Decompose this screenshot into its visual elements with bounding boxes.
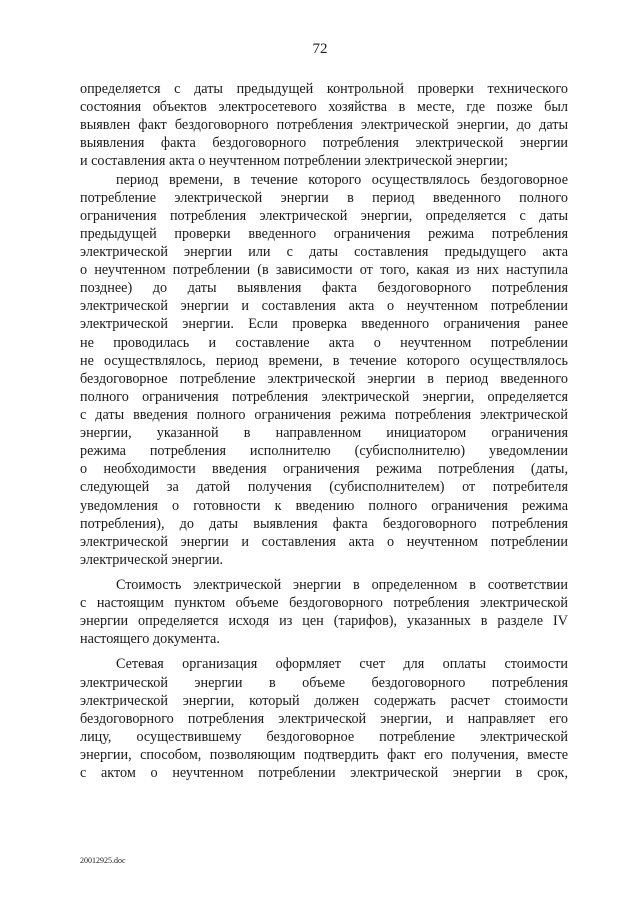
text-line: выявления факта бездоговорного потребления электрической энергии bbox=[80, 135, 568, 152]
text-line: не осуществлялось, период времени, в течение которого осуществлялось bbox=[80, 352, 568, 369]
paragraph bbox=[80, 655, 568, 782]
text-line: уведомления о готовности к введению полного ограничения режима bbox=[80, 497, 568, 514]
text-line: ограничения потребления электрической энергии, определяется с даты bbox=[80, 207, 568, 224]
text-line: электрической энергии, который должен содержать расчет стоимости bbox=[80, 692, 568, 709]
text-line: позднее) до даты выявления факта бездоговорного потребления bbox=[80, 280, 568, 297]
text-line: потребления), до даты выявления факта бездоговорного потребления bbox=[80, 515, 568, 532]
text-line: и составления акта о неучтенном потреблении электрической энергии; bbox=[80, 153, 508, 170]
text-line: о неучтенном потреблении (в зависимости от того, какая из них наступила bbox=[80, 262, 568, 279]
text-line: электрической энергии. bbox=[80, 551, 224, 568]
text-line: электрической энергии или с даты составления предыдущего акта bbox=[80, 243, 568, 260]
paragraph bbox=[80, 80, 568, 171]
text-line: энергии, способом, позволяющим подтвердить факт его получения, вместе bbox=[80, 746, 568, 763]
text-line: с даты введения полного ограничения режима потребления электрической bbox=[80, 406, 568, 423]
text-line: энергии, указанной в направленном инициатором ограничения bbox=[80, 425, 568, 442]
text-line: энергии определяется исходя из цен (тарифов), указанных в разделе IV bbox=[80, 613, 568, 630]
text-line: Стоимость электрической энергии в определенном в соответствии bbox=[116, 576, 568, 593]
text-line: электрической энергии. Если проверка введенного ограничения ранее bbox=[80, 316, 568, 333]
text-line: не проводилась и составление акта о неучтенном потреблении bbox=[80, 334, 568, 351]
text-line: состояния объектов электросетевого хозяйства в месте, где позже был bbox=[80, 99, 568, 116]
body-text bbox=[80, 80, 568, 782]
text-line: потребление электрической энергии в период введенного полного bbox=[80, 189, 568, 206]
text-line: полного ограничения потребления электрической энергии, определяется bbox=[80, 388, 568, 405]
text-line: бездоговорное потребление электрической энергии в период введенного bbox=[80, 370, 568, 387]
paragraph-gap bbox=[80, 569, 568, 576]
text-line: электрической энергии в объеме бездоговорного потребления bbox=[80, 674, 568, 691]
text-line: электрической энергии и составления акта о неучтенном потреблении bbox=[80, 298, 568, 315]
footer-filename: 20012925.doc bbox=[80, 856, 126, 865]
text-line: предыдущей проверки введенного ограничения режима потребления bbox=[80, 225, 568, 242]
text-line: Сетевая организация оформляет счет для оплаты стоимости bbox=[116, 656, 568, 673]
text-line: о необходимости введения ограничения режима потребления (даты, bbox=[80, 461, 568, 478]
text-line: бездоговорного потребления электрической энергии, и направляет его bbox=[80, 710, 568, 727]
text-line: следующей за датой получения (субисполнителем) от потребителя bbox=[80, 479, 568, 496]
page-number: 72 bbox=[312, 41, 328, 57]
text-line: лицу, осуществившему бездоговорное потребление электрической bbox=[80, 728, 568, 745]
paragraph bbox=[80, 576, 568, 648]
paragraph bbox=[80, 171, 568, 569]
text-line: период времени, в течение которого осуществлялось бездоговорное bbox=[116, 171, 568, 188]
text-line: электрической энергии и составления акта о неучтенном потреблении bbox=[80, 533, 568, 550]
paragraph-gap bbox=[80, 648, 568, 655]
text-line: настоящего документа. bbox=[80, 631, 220, 648]
text-line: режима потребления исполнителю (субисполнителю) уведомлении bbox=[80, 443, 568, 460]
text-line: с актом о неучтенном потреблении электрической энергии в срок, bbox=[80, 765, 568, 782]
text-line: выявлен факт бездоговорного потребления электрической энергии, до даты bbox=[80, 117, 568, 134]
text-line: с настоящим пунктом объеме бездоговорного потребления электрической bbox=[80, 595, 568, 612]
text-line: определяется с даты предыдущей контрольной проверки технического bbox=[80, 81, 568, 97]
